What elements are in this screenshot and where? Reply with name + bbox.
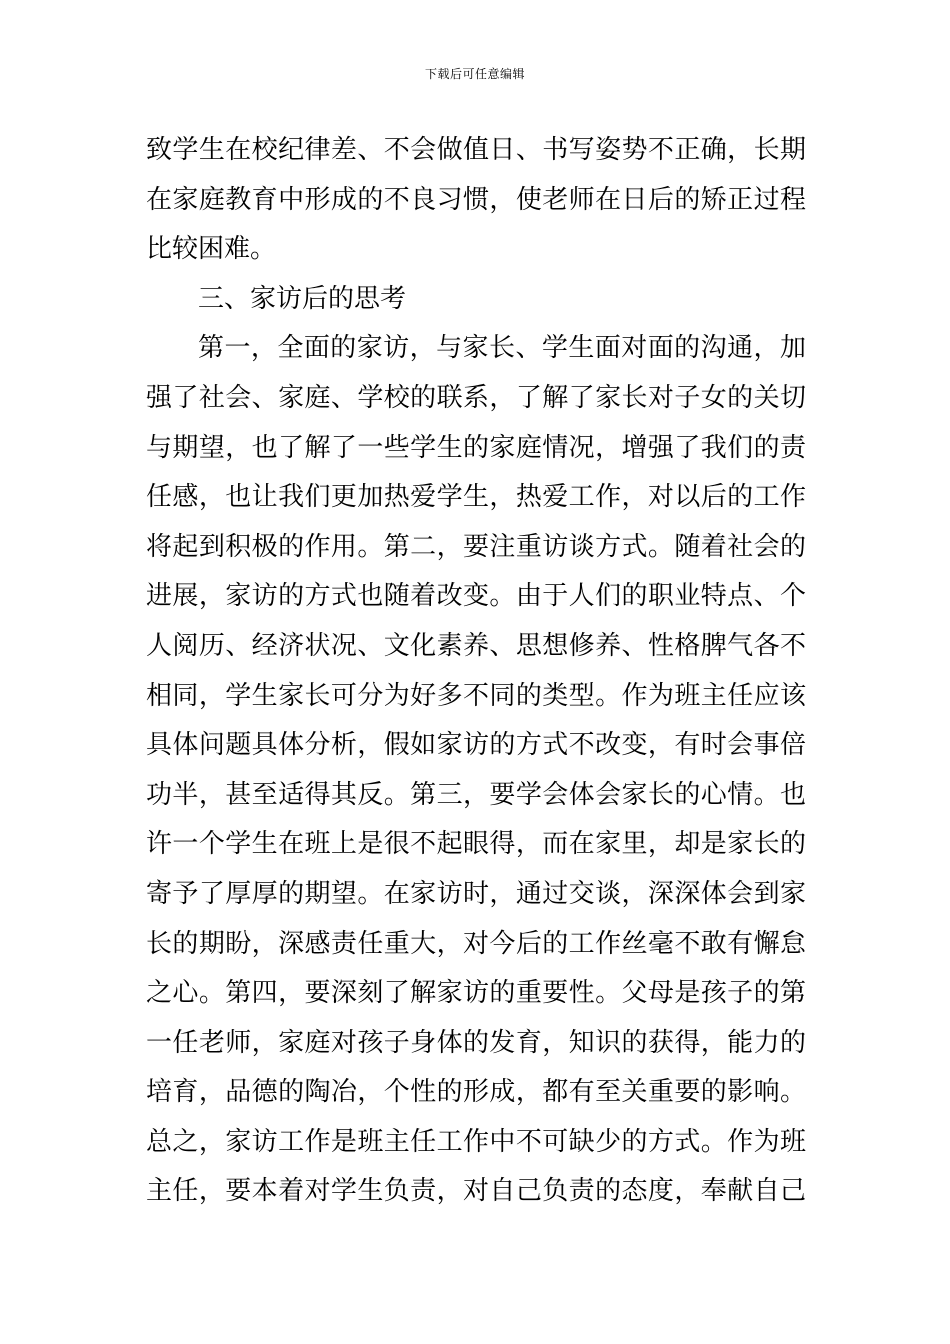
text-line: 主任，要本着对学生负责，对自己负责的态度，奉献自己 <box>146 1176 806 1207</box>
text-line: 总之，家访工作是班主任工作中不可缺少的方式。作为班 <box>146 1126 806 1157</box>
page-header: 下载后可任意编辑 <box>424 67 525 81</box>
body-text <box>146 126 806 1217</box>
text-line: 三、家访后的思考 <box>198 283 407 314</box>
text-line: 人阅历、经济状况、文化素养、思想修养、性格脾气各不 <box>146 630 806 661</box>
text-line: 进展，家访的方式也随着改变。由于人们的职业特点、个 <box>146 581 806 612</box>
text-line: 在家庭教育中形成的不良习惯，使老师在日后的矫正过程 <box>146 184 806 215</box>
text-line: 任感，也让我们更加热爱学生，热爱工作，对以后的工作 <box>146 482 806 513</box>
text-line: 相同，学生家长可分为好多不同的类型。作为班主任应该 <box>146 680 806 711</box>
text-line: 比较困难。 <box>146 234 277 265</box>
text-line: 长的期盼，深感责任重大，对今后的工作丝毫不敢有懈怠 <box>146 928 806 959</box>
text-line: 第一，全面的家访，与家长、学生面对面的沟通，加 <box>198 333 806 364</box>
text-line: 致学生在校纪律差、不会做值日、书写姿势不正确，长期 <box>146 135 806 165</box>
text-line: 一任老师，家庭对孩子身体的发育，知识的获得，能力的 <box>146 1027 806 1058</box>
text-line: 许一个学生在班上是很不起眼得，而在家里，却是家长的 <box>146 829 806 860</box>
text-line: 强了社会、家庭、学校的联系，了解了家长对子女的关切 <box>146 382 806 413</box>
text-line: 将起到积极的作用。第二，要注重访谈方式。随着社会的 <box>146 531 806 562</box>
text-line: 与期望，也了解了一些学生的家庭情况，增强了我们的责 <box>146 432 806 463</box>
text-line: 功半，甚至适得其反。第三，要学会体会家长的心情。也 <box>146 779 806 810</box>
text-line: 之心。第四，要深刻了解家访的重要性。父母是孩子的第 <box>146 978 806 1009</box>
text-line: 培育，品德的陶冶，个性的形成，都有至关重要的影响。 <box>146 1077 806 1108</box>
text-line: 具体问题具体分析，假如家访的方式不改变，有时会事倍 <box>146 730 806 761</box>
text-line: 寄予了厚厚的期望。在家访时，通过交谈，深深体会到家 <box>146 878 806 909</box>
